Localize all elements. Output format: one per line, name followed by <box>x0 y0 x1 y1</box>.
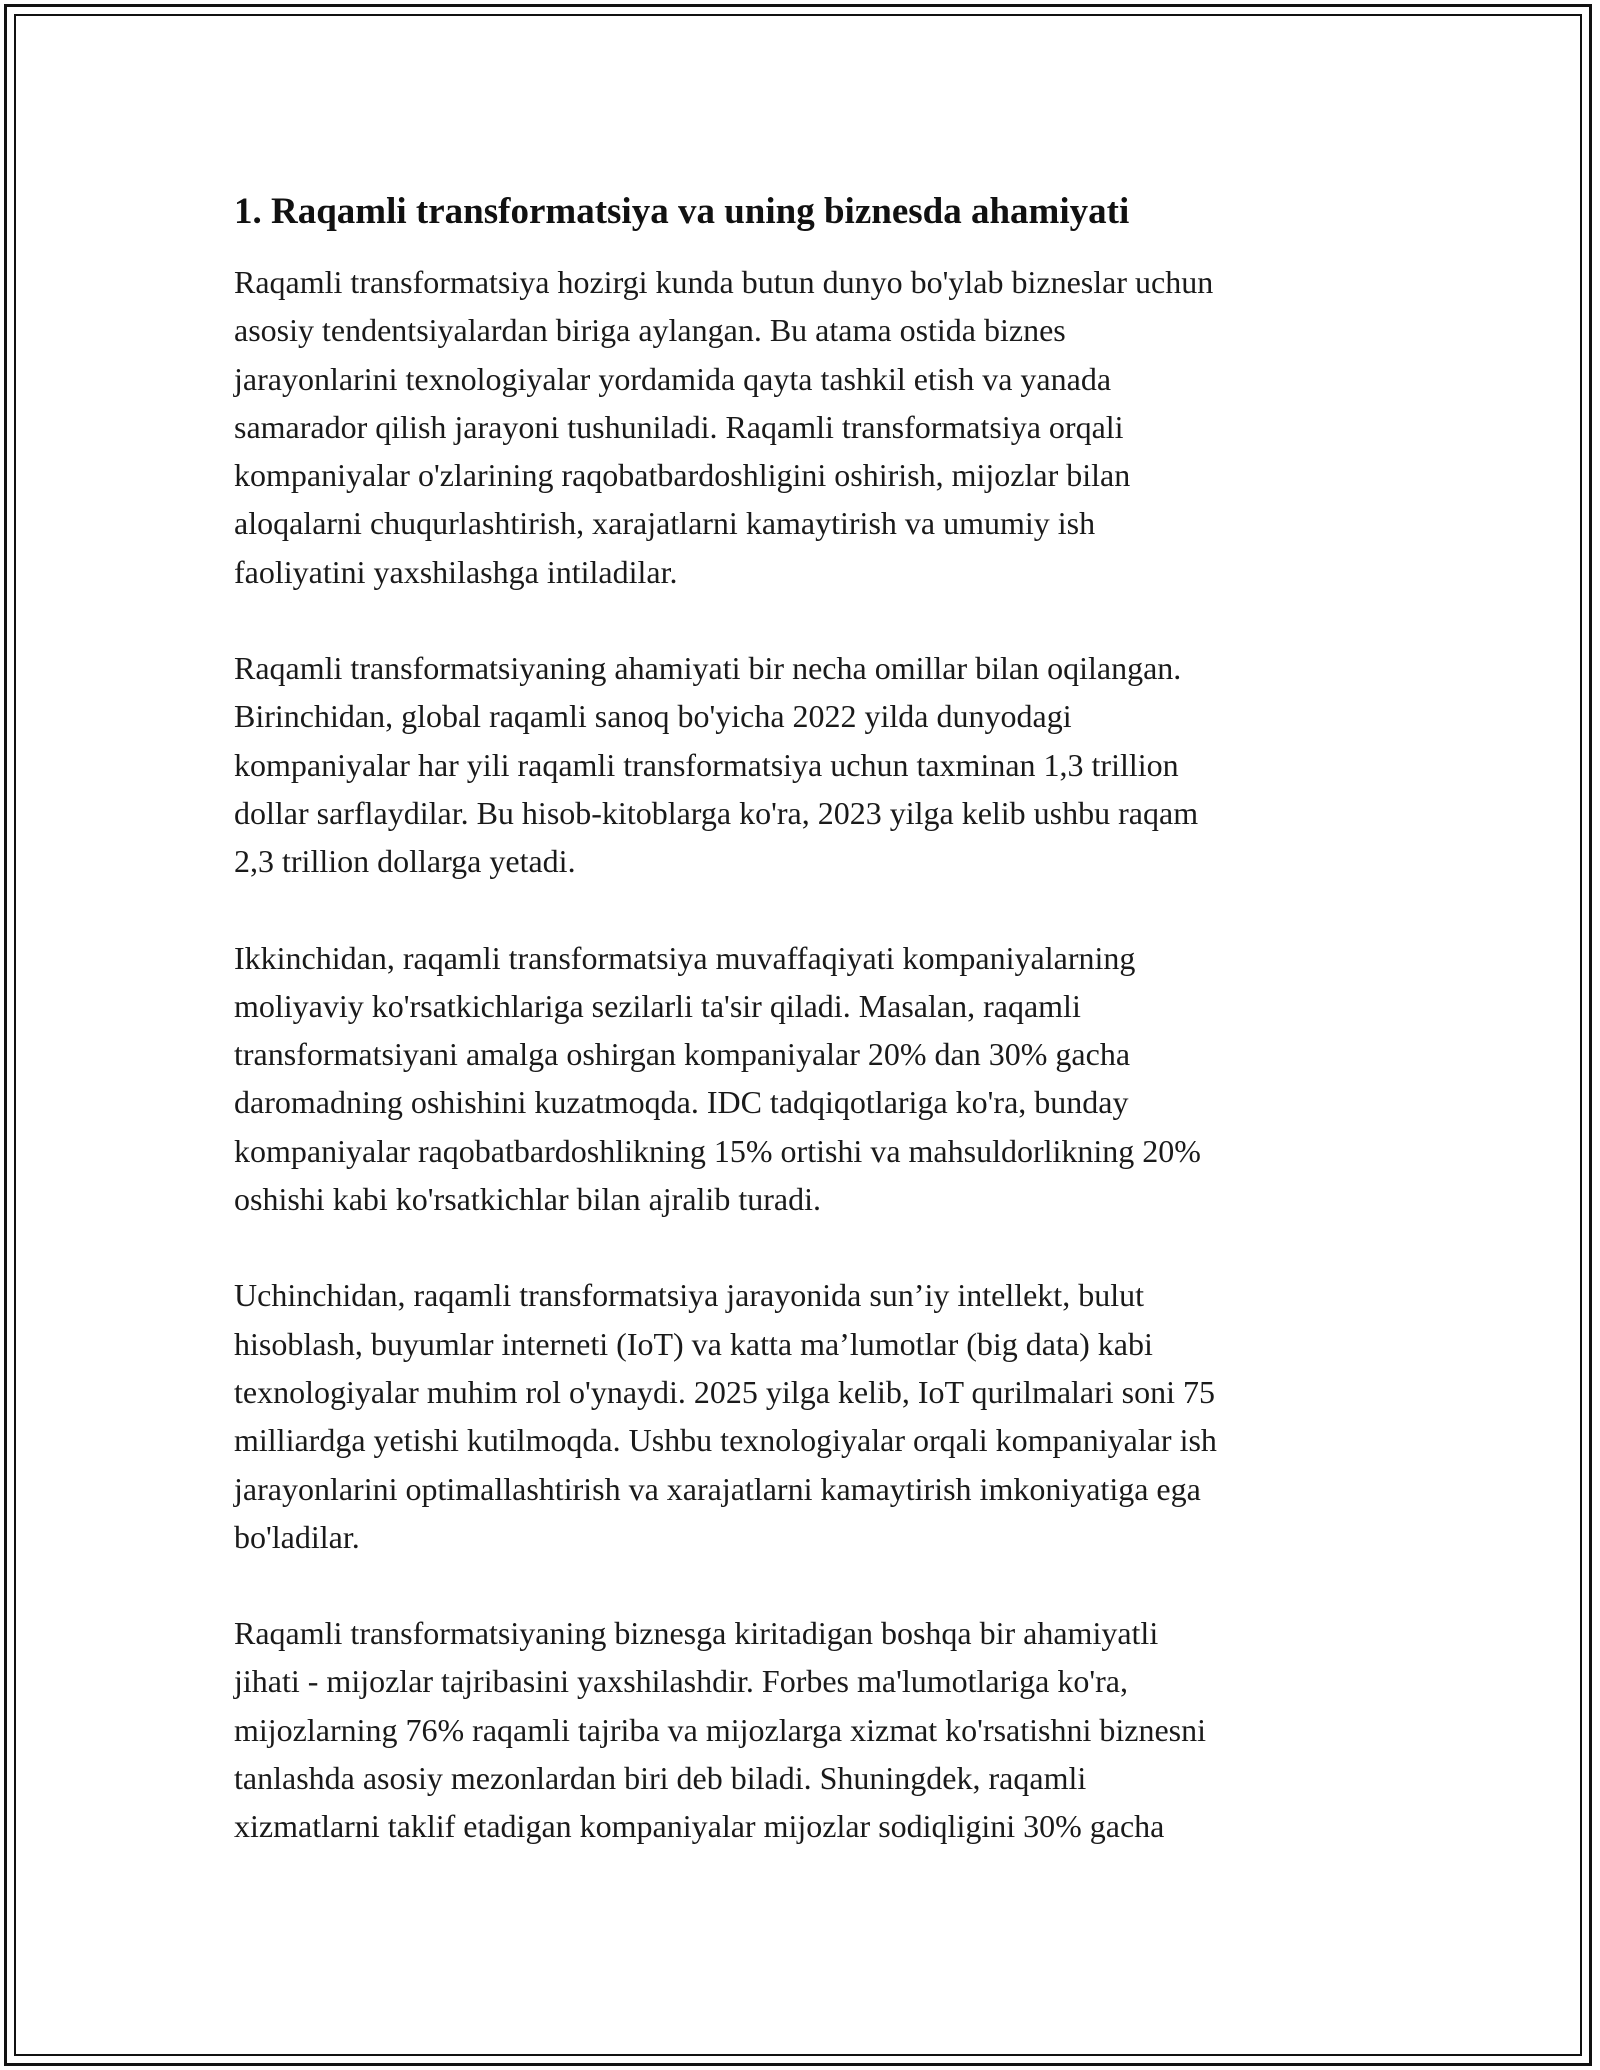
section-heading: 1. Raqamli transformatsiya va uning biznesda ahamiyati <box>234 191 1130 232</box>
text-line: jihati - mijozlar tajribasini yaxshilashdir. Forbes ma'lumotlariga ko'ra, <box>234 1663 1128 1700</box>
text-line: milliardga yetishi kutilmoqda. Ushbu texnologiyalar orqali kompaniyalar ish <box>234 1422 1217 1459</box>
text-line: moliyaviy ko'rsatkichlariga sezilarli ta'sir qiladi. Masalan, raqamli <box>234 987 1081 1024</box>
text-line: asosiy tendentsiyalardan biriga aylangan. Bu atama ostida biznes <box>234 312 1066 349</box>
text-line: daromadning oshishini kuzatmoqda. IDC tadqiqotlariga ko'ra, bunday <box>234 1084 1129 1121</box>
text-line: jarayonlarini optimallashtirish va xarajatlarni kamaytirish imkoniyatiga ega <box>234 1470 1201 1507</box>
text-line: Ikkinchidan, raqamli transformatsiya muvaffaqiyati kompaniyalarning <box>234 939 1136 976</box>
paragraph-5 <box>234 1609 1374 1850</box>
text-line: faoliyatini yaxshilashga intiladilar. <box>234 553 678 590</box>
text-line: hisoblash, buyumlar interneti (IoT) va katta ma’lumotlar (big data) kabi <box>234 1325 1153 1362</box>
text-line: tanlashda asosiy mezonlardan biri deb biladi. Shuningdek, raqamli <box>234 1760 1087 1797</box>
paragraph-1 <box>234 258 1374 596</box>
text-line: kompaniyalar o'zlarining raqobatbardoshligini oshirish, mijozlar bilan <box>234 457 1131 494</box>
text-line: xizmatlarni taklif etadigan kompaniyalar mijozlar sodiqligini 30% gacha <box>234 1808 1165 1845</box>
text-line: texnologiyalar muhim rol o'ynaydi. 2025 yilga kelib, IoT qurilmalari soni 75 <box>234 1373 1216 1410</box>
text-line: Raqamli transformatsiyaning biznesga kiritadigan boshqa bir ahamiyatli <box>234 1615 1159 1652</box>
document-body <box>234 188 1374 1899</box>
text-line: samarador qilish jarayoni tushuniladi. Raqamli transformatsiya orqali <box>234 408 1124 445</box>
text-line: Uchinchidan, raqamli transformatsiya jarayonida sun’iy intellekt, bulut <box>234 1277 1144 1314</box>
text-line: Raqamli transformatsiya hozirgi kunda butun dunyo bo'ylab bizneslar uchun <box>234 264 1214 300</box>
text-line: transformatsiyani amalga oshirgan kompaniyalar 20% dan 30% gacha <box>234 1036 1131 1073</box>
text-line: 2,3 trillion dollarga yetadi. <box>234 843 576 880</box>
text-line: Birinchidan, global raqamli sanoq bo'yicha 2022 yilda dunyodagi <box>234 698 1072 735</box>
text-line: Raqamli transformatsiyaning ahamiyati bir necha omillar bilan oqilangan. <box>234 650 1182 687</box>
text-line: oshishi kabi ko'rsatkichlar bilan ajralib turadi. <box>234 1181 821 1218</box>
text-line: bo'ladilar. <box>234 1518 360 1555</box>
text-line: kompaniyalar har yili raqamli transformatsiya uchun taxminan 1,3 trillion <box>234 746 1179 783</box>
text-line: kompaniyalar raqobatbardoshlikning 15% ortishi va mahsuldorlikning 20% <box>234 1132 1201 1169</box>
paragraph-2 <box>234 644 1374 885</box>
text-line: dollar sarflaydilar. Bu hisob-kitoblarga ko'ra, 2023 yilga kelib ushbu raqam <box>234 794 1199 831</box>
paragraph-3 <box>234 934 1374 1224</box>
text-line: jarayonlarini texnologiyalar yordamida qayta tashkil etish va yanada <box>234 360 1112 397</box>
paragraph-4 <box>234 1271 1374 1561</box>
text-line: mijozlarning 76% raqamli tajriba va mijozlarga xizmat ko'rsatishni biznesni <box>234 1711 1207 1748</box>
text-line: aloqalarni chuqurlashtirish, xarajatlarni kamaytirish va umumiy ish <box>234 505 1096 542</box>
